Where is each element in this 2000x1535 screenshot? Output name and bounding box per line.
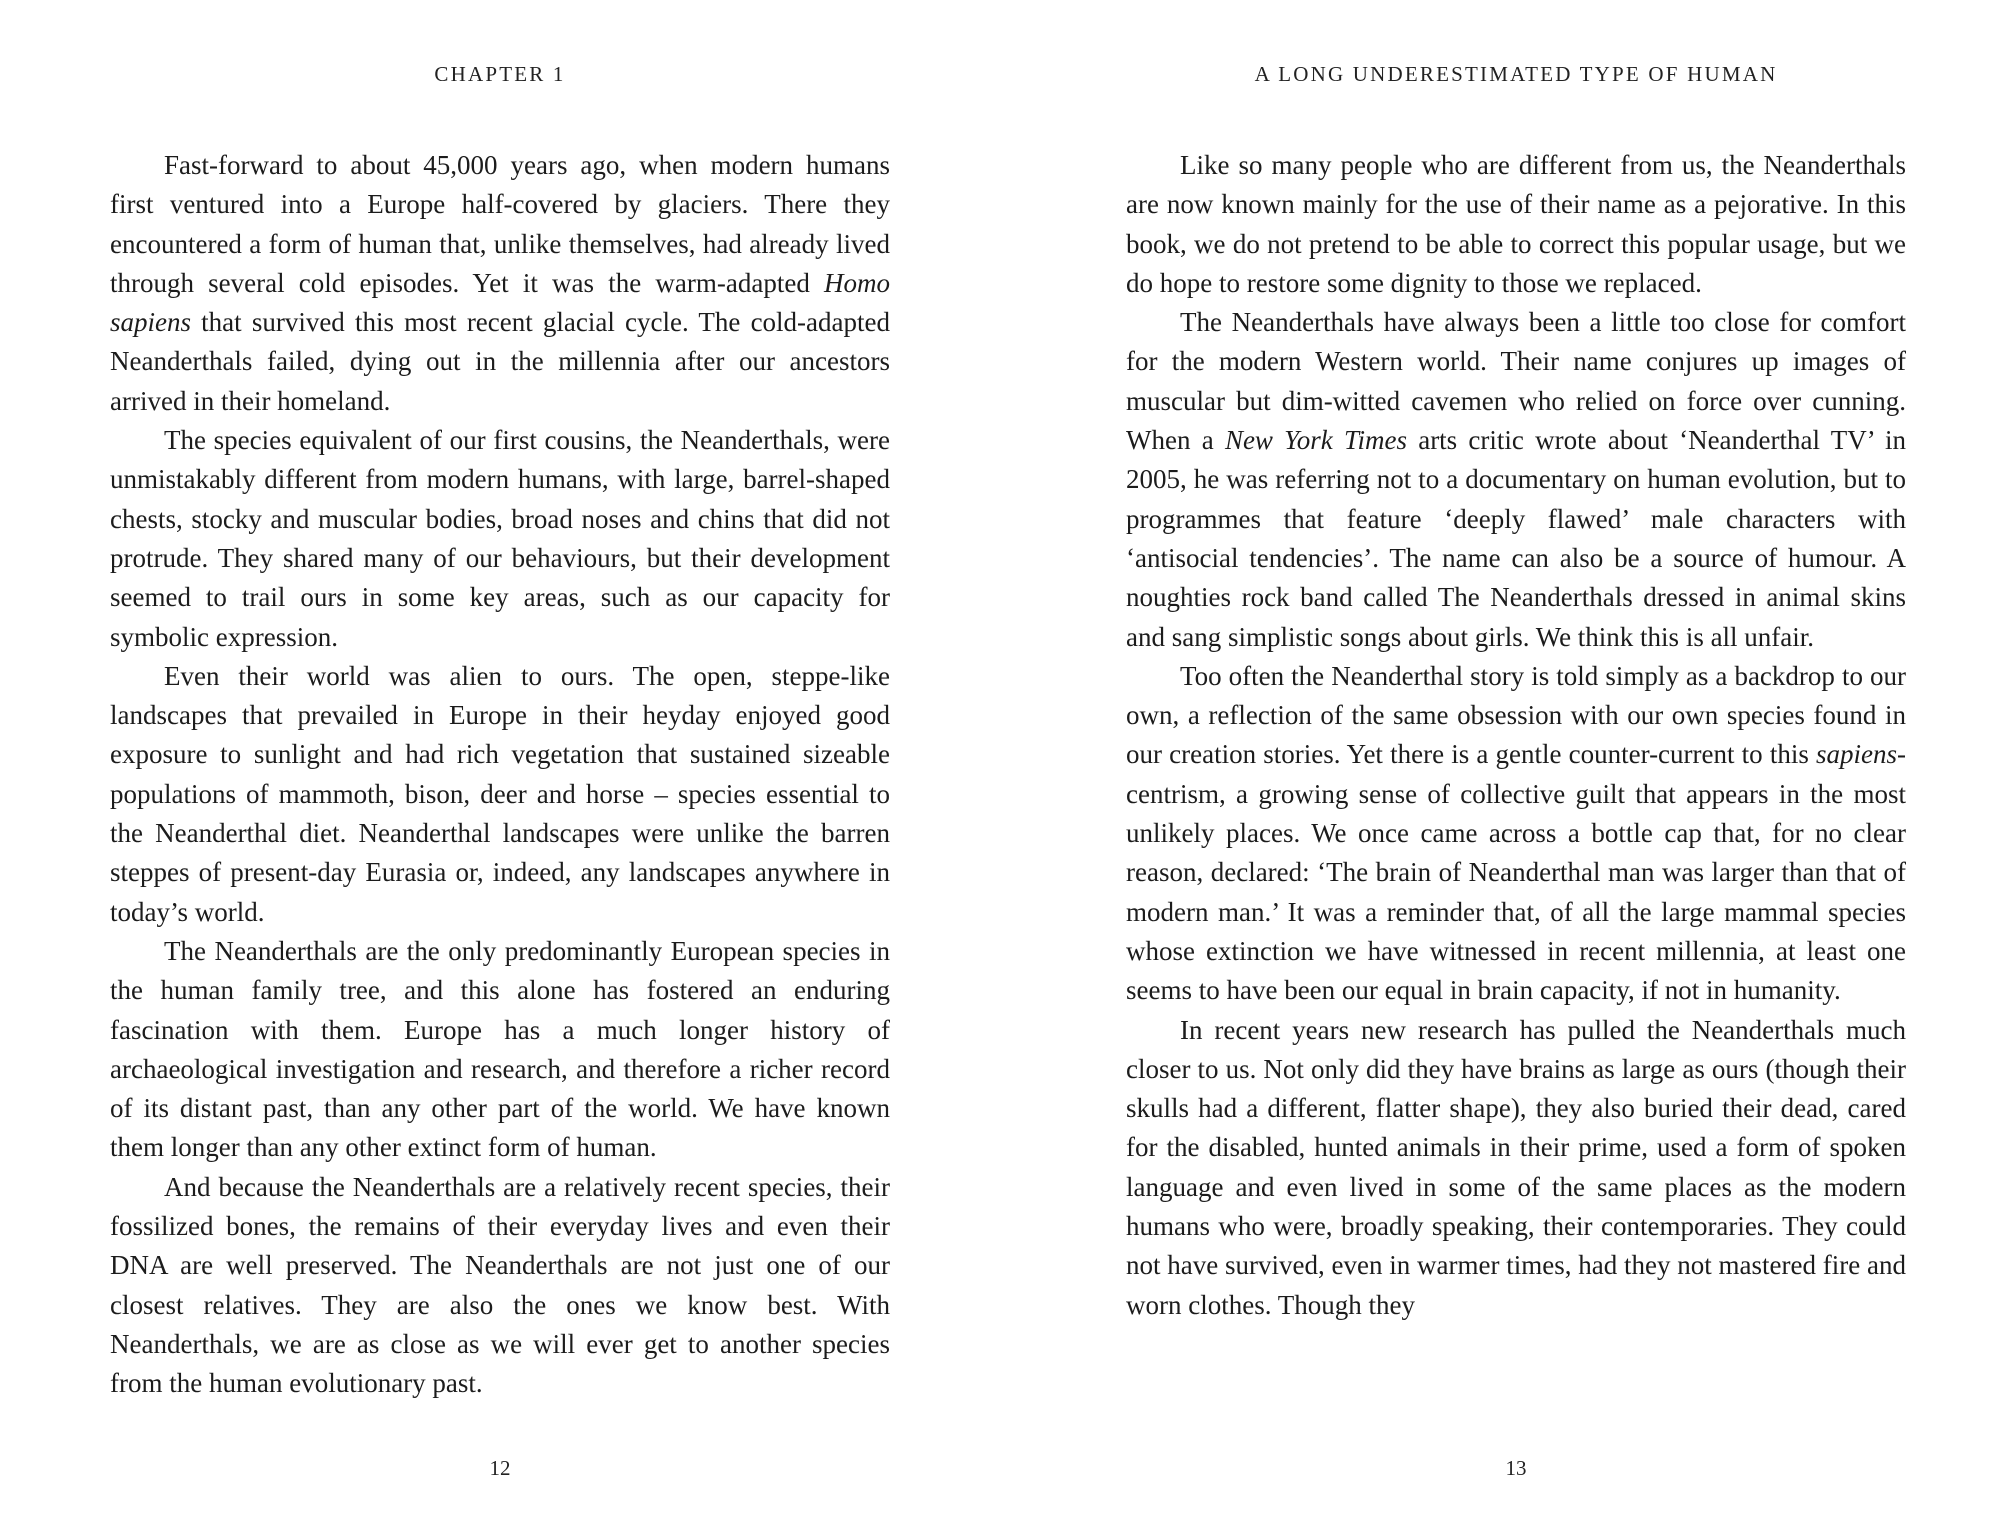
running-head-chapter: CHAPTER 1 [434,62,566,86]
paragraph: In recent years new research has pulled the Neanderthals much closer to us. Not only did they have brains as large as ours (though their skulls had a different, flatter shape), they also buried their dead, cared for the disabled, hunted animals in their prime, used a form of spoken language and even lived in some of the same places as the modern humans who were, broadly speaking, their contemporaries. They could not have survived, even in warmer times, had they not mastered fire and worn clothes. Though they [1126,1014,1906,1320]
paragraph: Like so many people who are different from us, the Neanderthals are now known mainly for the use of their name as a pejorative. In this book, we do not pretend to be able to correct this popular usage, but we do hope to restore some dignity to those we replaced. [1126,150,1906,298]
paragraph: The species equivalent of our first cousins, the Neanderthals, were unmistakably different from modern humans, with large, barrel-shaped chests, stocky and muscular bodies, broad noses and chins that did not protrude. They shared many of our behaviours, but their development seemed to trail ours in some key areas, such as our capacity for symbolic expression. [110,425,890,652]
italic-term: sapiens [1816,739,1897,770]
italic-term: New York Times [1224,425,1407,456]
paragraph: Too often the Neanderthal story is told simply as a backdrop to our own, a reflection of the same obsession with our own species found in our creation stories. Yet there is a gentle counter-current to this sapiens-centrism, a growing sense of collective guilt that appears in the most unlikely places. We once came across a bottle cap that, for no clear reason, declared: ‘The brain of Neanderthal man was larger than that of modern man.’ It was a reminder that, of all the large mammal species whose extinction we have witnessed in recent millennia, at least one seems to have been our equal in brain capacity, if not in humanity. [1126,660,1906,1006]
paragraph: Fast-forward to about 45,000 years ago, when modern humans first ventured into a Europe half-covered by glaciers. There they encountered a form of human that, unlike themselves, had already lived through several cold episodes. Yet it was the warm-adapted Homo sapiens that survived this most recent glacial cycle. The cold-adapted Neanderthals failed, dying out in the millennia after our ancestors arrived in their homeland. [110,150,890,416]
left-body-text [110,146,890,1404]
right-body-text [1126,146,1906,1325]
running-head-title: A LONG UNDERESTIMATED TYPE OF HUMAN [1254,62,1778,86]
paragraph: The Neanderthals are the only predominantly European species in the human family tree, and this alone has fostered an enduring fascination with them. Europe has a much longer history of archaeological investigation and research, and therefore a richer record of its distant past, than any other part of the world. We have known them longer than any other extinct form of human. [110,935,890,1163]
right-page [1000,0,2000,1535]
paragraph: Even their world was alien to ours. The open, steppe-like landscapes that prevailed in Europe in their heyday enjoyed good exposure to sunlight and had rich vegetation that sustained sizeable populations of mammoth, bison, deer and horse – species essential to the Neanderthal diet. Neanderthal landscapes were unlike the barren steppes of present-day Eurasia or, indeed, any landscapes anywhere in today’s world. [110,660,890,927]
paragraph: The Neanderthals have always been a little too close for comfort for the modern Western world. Their name conjures up images of muscular but dim-witted cavemen who relied on force over cunning. When a New York Times arts critic wrote about ‘Neanderthal TV’ in 2005, he was referring not to a documentary on human evolution, but to programmes that feature ‘deeply flawed’ male characters with ‘antisocial tendencies’. The name can also be a source of humour. A noughties rock band called The Neanderthals dressed in animal skins and sang simplistic songs about girls. We think this is all unfair. [1126,307,1906,652]
paragraph: And because the Neanderthals are a relatively recent species, their fossilized bones, the remains of their everyday lives and even their DNA are well preserved. The Neanderthals are not just one of our closest relatives. They are also the ones we know best. With Neanderthals, we are as close as we will ever get to another species from the human evolutionary past. [110,1171,890,1399]
page-number: 12 [489,1456,511,1480]
italic-term: Homo sapiens [110,267,890,338]
page-number: 13 [1505,1456,1527,1480]
